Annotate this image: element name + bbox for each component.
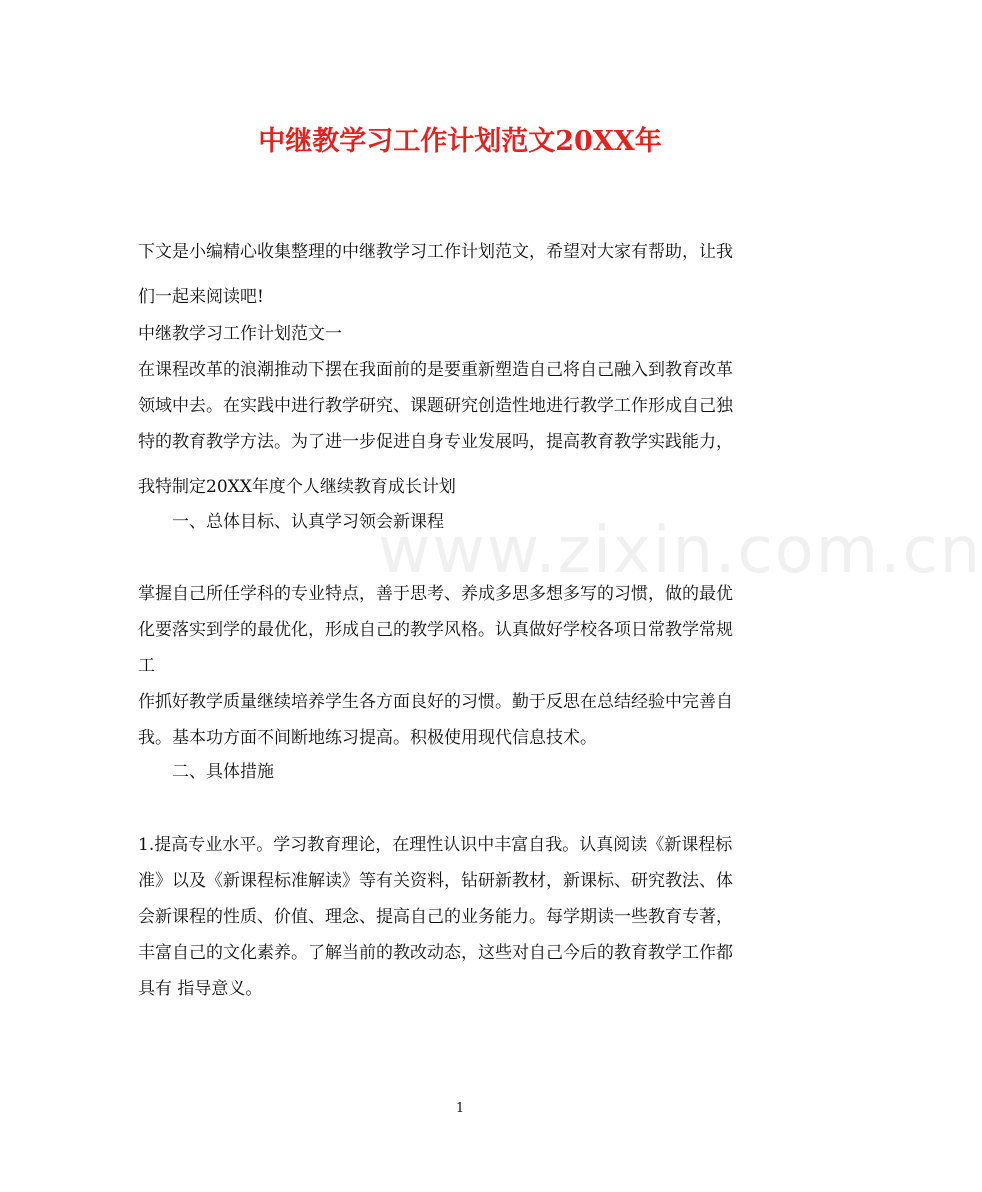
text-line: 化要落实到学的最优化，形成自己的教学风格。认真做好学校各项日常教学常规 xyxy=(138,620,733,640)
section-heading-text: 中继教学习工作计划范文一 xyxy=(138,324,342,344)
text-line: 准》以及《新课程标准解读》等有关资料，钻研新教材，新课标、研究教法、体 xyxy=(138,871,733,891)
text-line: 作抓好教学质量继续培养学生各方面良好的习惯。勤于反思在总结经验中完善自 xyxy=(138,692,733,712)
document-title: 中继教学习工作计划范文20XX年 xyxy=(258,126,662,157)
text-line: 在课程改革的浪潮推动下摆在我面前的是要重新塑造自己将自己融入到教育改革 xyxy=(138,360,733,380)
text-line: 我特制定20XX年度个人继续教育成长计划 xyxy=(138,477,456,497)
intro-paragraph xyxy=(138,234,782,315)
text-line: 领域中去。在实践中进行教学研究、课题研究创造性地进行教学工作形成自己独 xyxy=(138,396,733,416)
text-line: 掌握自己所任学科的专业特点，善于思考、养成多思多想多写的习惯，做的最优 xyxy=(138,584,733,604)
text-line: 丰富自己的文化素养。了解当前的教改动态，这些对自己今后的教育教学工作都 xyxy=(138,943,733,963)
measure-paragraph xyxy=(138,827,782,1007)
section-paragraph xyxy=(138,352,782,505)
text-line: 下文是小编精心收集整理的中继教学习工作计划范文，希望对大家有帮助，让我 xyxy=(138,242,733,262)
text-line: 具有 指导意义。 xyxy=(138,979,263,999)
section-heading xyxy=(138,316,782,352)
heading-one xyxy=(138,504,782,540)
text-line: 我。基本功方面不间断地练习提高。积极使用现代信息技术。 xyxy=(138,728,597,748)
text-line: 们一起来阅读吧! xyxy=(138,287,264,307)
text-line: 会新课程的性质、价值、理念、提高自己的业务能力。每学期读一些教育专著， xyxy=(138,907,733,927)
goal-paragraph xyxy=(138,576,782,756)
page-number: 1 xyxy=(455,1101,465,1116)
heading-one-text: 一、总体目标、认真学习领会新课程 xyxy=(172,512,444,532)
heading-two xyxy=(138,754,782,790)
heading-two-text: 二、具体措施 xyxy=(172,762,274,782)
text-line: 1.提高专业水平。学习教育理论，在理性认识中丰富自我。认真阅读《新课程标 xyxy=(138,835,733,855)
text-line: 特的教育教学方法。为了进一步促进自身专业发展吗，提高教育教学实践能力， xyxy=(138,432,733,452)
text-line: 工 xyxy=(138,656,155,676)
watermark: www.zixin.com.cn xyxy=(378,514,982,588)
